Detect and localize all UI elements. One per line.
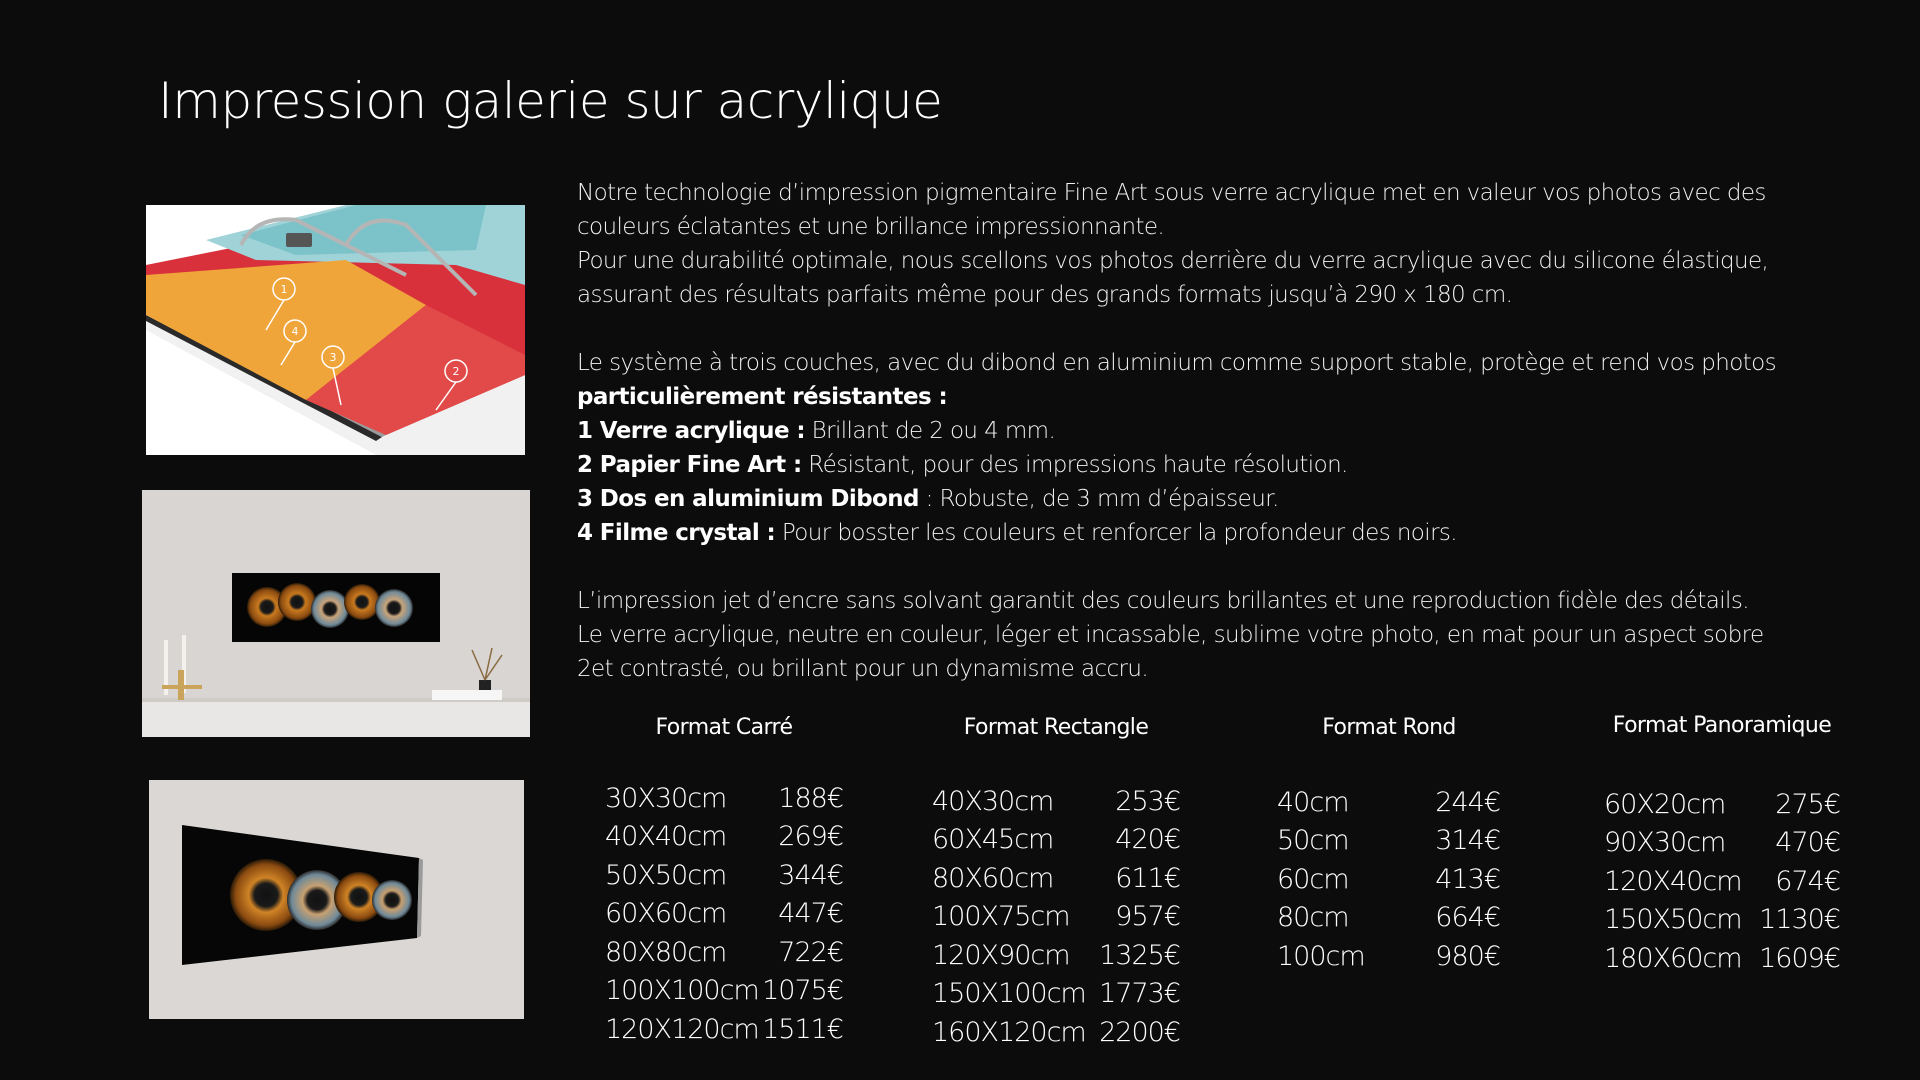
price-row (1277, 825, 1500, 863)
format-price: 420€ (1115, 824, 1180, 855)
price-row (1604, 827, 1840, 865)
format-price: 611€ (1115, 863, 1180, 894)
format-price: 1325€ (1099, 940, 1180, 971)
layer-item (577, 482, 1737, 516)
format-price: 188€ (778, 783, 843, 814)
format-price: 1773€ (1099, 978, 1180, 1009)
format-size: 40cm (1277, 787, 1349, 818)
price-row (605, 783, 843, 821)
price-row (605, 860, 843, 898)
format-size: 50X50cm (605, 860, 727, 891)
layer-text: Pour bosster les couleurs et renforcer la profondeur des noirs. (775, 520, 1458, 546)
format-title: Format Rectangle (963, 715, 1149, 740)
format-carre-table (605, 715, 843, 1055)
layer-text: Brillant de 2 ou 4 mm. (804, 418, 1056, 444)
description-line: Le verre acrylique, neutre en couleur, léger et incassable, sublime votre photo, en mat pour un aspect sobre (577, 622, 1764, 648)
format-size: 60X45cm (932, 824, 1054, 855)
price-row (605, 898, 843, 936)
format-price: 1511€ (762, 1014, 843, 1045)
format-size: 40X30cm (932, 786, 1054, 817)
format-price: 722€ (778, 937, 843, 968)
page-title: Impression galerie sur acrylique (158, 72, 943, 130)
format-price: 674€ (1775, 866, 1840, 897)
format-price: 1075€ (762, 975, 843, 1006)
format-title: Format Rond (1322, 715, 1456, 740)
angled-panel-mockup-image (149, 780, 524, 1019)
price-row (605, 975, 843, 1013)
format-size: 40X40cm (605, 821, 727, 852)
format-title: Format Panoramique (1612, 713, 1832, 738)
format-price: 344€ (778, 860, 843, 891)
price-row (605, 937, 843, 975)
description-line: L’impression jet d’encre sans solvant garantit des couleurs brillantes et une reproduction fidèle des détails. (577, 588, 1749, 614)
format-rectangle-table (932, 715, 1180, 1055)
layer-label: 3 Dos en aluminium Dibond (577, 486, 919, 512)
format-size: 180X60cm (1604, 943, 1742, 974)
format-price: 244€ (1435, 787, 1500, 818)
price-row (932, 824, 1180, 862)
format-size: 80cm (1277, 902, 1349, 933)
acrylic-layers-diagram-image (146, 205, 525, 455)
marker-label: 3 (329, 351, 337, 364)
format-size: 120X40cm (1604, 866, 1742, 897)
format-size: 100X100cm (605, 975, 759, 1006)
format-size: 160X120cm (932, 1017, 1086, 1048)
price-row (932, 1017, 1180, 1055)
price-row (1277, 787, 1500, 825)
layer-text: Résistant, pour des impressions haute résolution. (801, 452, 1348, 478)
format-size: 150X100cm (932, 978, 1086, 1009)
format-price: 447€ (778, 898, 843, 929)
format-rond-table (1277, 715, 1500, 975)
price-row (1277, 941, 1500, 979)
format-size: 80X60cm (932, 863, 1054, 894)
layer-label: 2 Papier Fine Art : (577, 452, 802, 478)
wall-mockup-image (142, 490, 530, 737)
format-size: 100X75cm (932, 901, 1070, 932)
price-row (932, 786, 1180, 824)
format-price: 314€ (1435, 825, 1500, 856)
price-row (1604, 943, 1840, 981)
price-row (605, 1014, 843, 1052)
layer-item (577, 414, 1737, 448)
format-price: 253€ (1115, 786, 1180, 817)
format-size: 90X30cm (1604, 827, 1726, 858)
price-row (1604, 789, 1840, 827)
description-line: assurant des résultats parfaits même pour des grands formats jusqu’à 290 x 180 cm. (577, 282, 1513, 308)
description-line: Pour une durabilité optimale, nous scellons vos photos derrière du verre acrylique avec du silicone élastique, (577, 248, 1769, 274)
price-row (605, 821, 843, 859)
description-line: Le système à trois couches, avec du dibond en aluminium comme support stable, protège et rend vos photos (577, 350, 1776, 376)
layer-item (577, 448, 1737, 482)
format-price: 664€ (1435, 902, 1500, 933)
description-line: 2et contrasté, ou brillant pour un dynamisme accru. (577, 656, 1149, 682)
description-text (577, 176, 1776, 686)
price-row (932, 901, 1180, 939)
format-size: 120X120cm (605, 1014, 759, 1045)
description-bold-line: particulièrement résistantes : (577, 384, 948, 410)
format-size: 80X80cm (605, 937, 727, 968)
price-row (1604, 866, 1840, 904)
format-price: 1130€ (1759, 904, 1840, 935)
format-size: 60X60cm (605, 898, 727, 929)
format-price: 470€ (1775, 827, 1840, 858)
format-size: 150X50cm (1604, 904, 1742, 935)
price-row (1604, 904, 1840, 942)
price-row (1277, 864, 1500, 902)
description-line: Notre technologie d’impression pigmentaire Fine Art sous verre acrylique met en valeur vos photos avec des (577, 180, 1766, 206)
description-line: couleurs éclatantes et une brillance impressionnante. (577, 214, 1165, 240)
format-price: 2200€ (1099, 1017, 1180, 1048)
marker-label: 1 (280, 283, 288, 296)
format-price: 980€ (1435, 941, 1500, 972)
price-row (932, 978, 1180, 1016)
format-price: 413€ (1435, 864, 1500, 895)
layer-text: : Robuste, de 3 mm d’épaisseur. (918, 486, 1279, 512)
format-price: 1609€ (1759, 943, 1840, 974)
format-title: Format Carré (655, 715, 793, 740)
format-size: 120X90cm (932, 940, 1070, 971)
price-row (932, 940, 1180, 978)
layer-label: 1 Verre acrylique : (577, 418, 805, 444)
marker-label: 2 (452, 365, 460, 378)
price-row (932, 863, 1180, 901)
format-price: 269€ (778, 821, 843, 852)
format-price: 957€ (1115, 901, 1180, 932)
format-size: 60cm (1277, 864, 1349, 895)
price-row (1277, 902, 1500, 940)
format-size: 100cm (1277, 941, 1365, 972)
format-panoramique-table (1604, 713, 1840, 973)
marker-label: 4 (291, 325, 299, 338)
format-price: 275€ (1775, 789, 1840, 820)
layer-item (577, 516, 1737, 550)
layer-label: 4 Filme crystal : (577, 520, 776, 546)
format-size: 50cm (1277, 825, 1349, 856)
format-size: 60X20cm (1604, 789, 1726, 820)
format-size: 30X30cm (605, 783, 727, 814)
